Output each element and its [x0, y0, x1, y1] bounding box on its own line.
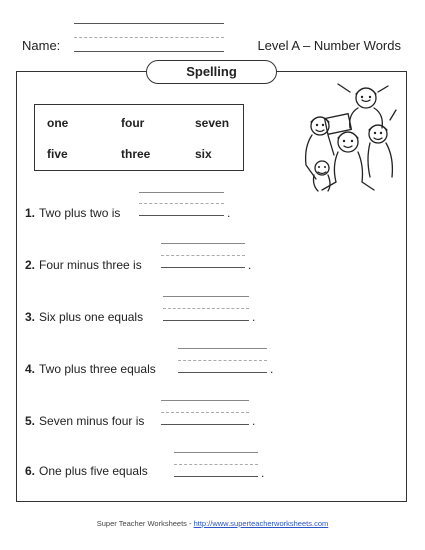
answer-guide-dashed-line	[174, 464, 258, 465]
name-guide-dashed-line	[74, 37, 224, 38]
question-text: Six plus one equals	[39, 310, 144, 324]
level-label: Level A – Number Words	[257, 38, 401, 53]
worksheet-title: Spelling	[146, 60, 277, 84]
answer-guide-dashed-line	[161, 255, 245, 256]
footer-site-name: Super Teacher Worksheets	[96, 519, 187, 528]
answer-guide-dashed-line	[178, 360, 267, 361]
answer-guide-top-line	[163, 296, 249, 297]
answer-guide-top-line	[139, 192, 224, 193]
question-number: 2.	[25, 258, 36, 272]
question-period: .	[252, 310, 256, 324]
question-5	[25, 414, 144, 428]
question-number: 4.	[25, 362, 36, 376]
question-period: .	[261, 466, 265, 480]
word-bank-item: one	[47, 116, 69, 130]
answer-guide-top-line	[174, 452, 258, 453]
question-3	[25, 310, 143, 324]
question-2	[25, 258, 142, 272]
answer-line-1[interactable]	[139, 215, 224, 216]
question-number: 6.	[25, 464, 36, 478]
footer-link[interactable]: http://www.superteacherworksheets.com	[193, 519, 329, 528]
word-bank-item: seven	[195, 116, 230, 130]
name-write-line[interactable]	[74, 51, 224, 52]
word-bank-item: three	[121, 147, 151, 161]
answer-line-3[interactable]	[163, 320, 249, 321]
answer-guide-top-line	[161, 243, 245, 244]
question-number: 3.	[25, 310, 36, 324]
answer-line-5[interactable]	[161, 424, 249, 425]
footer	[0, 519, 425, 528]
answer-guide-top-line	[178, 348, 267, 349]
question-period: .	[227, 206, 231, 220]
answer-line-2[interactable]	[161, 267, 245, 268]
question-text: One plus five equals	[39, 464, 148, 478]
answer-guide-top-line	[161, 400, 249, 401]
question-text: Two plus two is	[39, 206, 121, 220]
answer-line-6[interactable]	[174, 476, 258, 477]
question-number: 5.	[25, 414, 36, 428]
answer-guide-dashed-line	[139, 203, 224, 204]
question-1	[25, 206, 120, 220]
answer-guide-dashed-line	[161, 412, 249, 413]
name-label: Name:	[22, 38, 61, 53]
question-period: .	[270, 362, 274, 376]
question-text: Two plus three equals	[39, 362, 156, 376]
question-text: Four minus three is	[39, 258, 142, 272]
name-guide-top-line	[74, 23, 224, 24]
question-number: 1.	[25, 206, 36, 220]
question-period: .	[248, 258, 252, 272]
question-period: .	[252, 414, 256, 428]
question-4	[25, 362, 156, 376]
answer-guide-dashed-line	[163, 308, 249, 309]
children-clipart-image	[298, 80, 398, 194]
word-bank-item: five	[47, 147, 68, 161]
word-bank-item: six	[195, 147, 212, 161]
word-bank-item: four	[121, 116, 145, 130]
question-text: Seven minus four is	[39, 414, 145, 428]
question-6	[25, 464, 148, 478]
answer-line-4[interactable]	[178, 372, 267, 373]
word-bank	[34, 104, 244, 171]
footer-separator: -	[186, 519, 194, 528]
